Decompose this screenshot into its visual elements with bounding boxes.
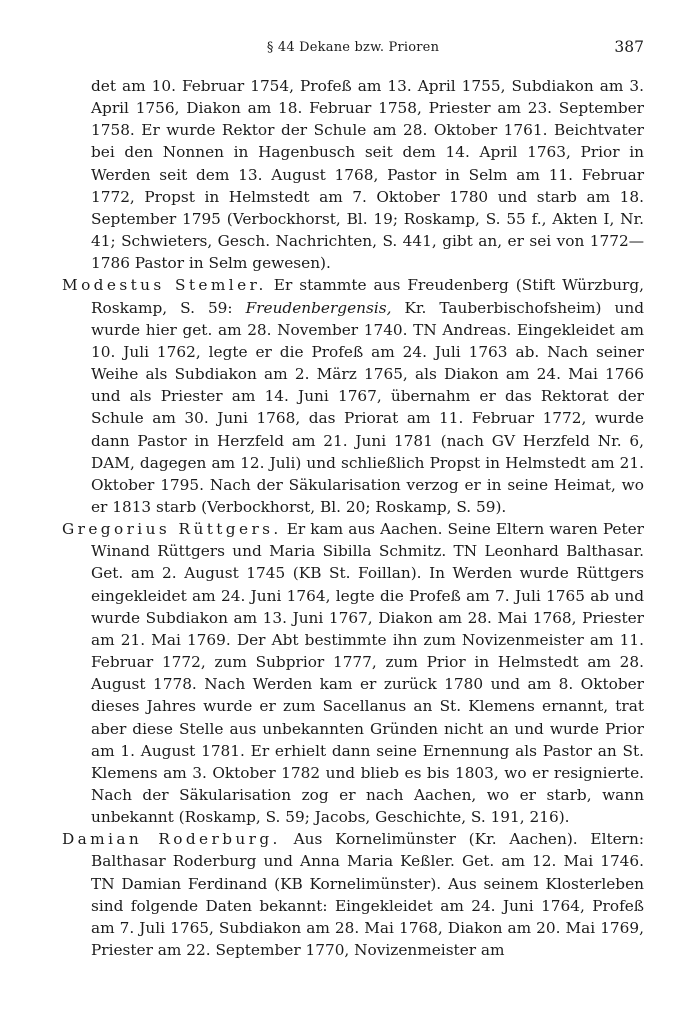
entry-text: Aus Kornelimünster (Kr. Aachen). Eltern: Balthasar Roderburg und Anna Maria Keßler. Get. am 12. Mai 1746. TN Damian Ferdinand (KB Kornelimünster). Aus seinem Klosterleben sind folgende Daten bekannt: Eingekleidet am 24. Juni 1764, Profeß am 7. Juli 1765, Subdiakon am 28. Mai 1768, Diakon am 20. Mai 1769, Priester am 22. September 1770, Novizenmeister am — [91, 830, 644, 960]
entry-name: Gregorius Rüttgers. — [62, 520, 282, 539]
running-head — [62, 34, 644, 64]
running-title: § 44 Dekane bzw. Prioren — [266, 40, 440, 55]
entry-text: Er kam aus Aachen. Seine Eltern waren Peter Winand Rüttgers und Maria Sibilla Schmitz. TN Leonhard Balthasar. Get. am 2. August 1745 (KB St. Foillan). In Werden wurde Rüttgers eingekleidet am 24. Juni 1764, legte die Profeß am 7. Juli 1765 ab und wurde Subdiakon am 13. Juni 1767, Diakon am 28. Mai 1768, Priester am 21. Mai 1769. Der Abt bestimmte ihn zum Novizenmeister am 11. Februar 1772, zum Subprior 1777, zum Prior in Helmstedt am 28. August 1778. Nach Werden kam er zurück 1780 und am 8. Oktober dieses Jahres wurde er zum Sacellanus an St. Klemens ernannt, trat aber diese Stelle aus unbekannten Gründen nicht an und wurde Prior am 1. August 1781. Er erhielt dann seine Ernennung als Pastor an St. Klemens am 3. Oktober 1782 und blieb es bis 1803, wo er resignierte. Nach der Säkularisation zog er nach Aachen, wo er starb, wann unbekannt (Roskamp, S. 59; Jacobs, Geschichte, S. 191, 216). — [91, 520, 644, 827]
entry-name: Modestus Stemler. — [62, 276, 267, 295]
entry-italic-term: Freudenbergensis, — [245, 298, 392, 317]
entry-gregorius-ruettgers — [62, 518, 644, 828]
body-text — [62, 75, 644, 961]
entry-damian-roderburg — [62, 828, 644, 961]
page-number: 387 — [614, 38, 644, 56]
entry-text: Er stammte aus Freudenberg (Stift Würzburg, Roskamp, S. 59: — [91, 276, 645, 317]
entry-text: det am 10. Februar 1754, Profeß am 13. April 1755, Subdiakon am 3. April 1756, Diakon am 18. Februar 1758, Priester am 23. September 1758. Er wurde Rektor der Schule am 28. Oktober 1761. Beichtvater bei den Nonnen in Hagenbusch seit dem 14. April 1763, Prior in Werden seit dem 13. August 1768, Pastor in Selm am 11. Februar 1772, Propst in Helmstedt am 7. Oktober 1780 und starb am 18. September 1795 (Verbockhorst, Bl. 19; Roskamp, S. 55 f., Akten I, Nr. 41; Schwieters, Gesch. Nachrichten, S. 441, gibt an, er sei von 1772—1786 Pastor in Selm gewesen). — [91, 77, 644, 273]
entry-text-continued: Kr. Tauberbischofsheim) und wurde hier get. am 28. November 1740. TN Andreas. Eingekleidet am 10. Juli 1762, legte er die Profeß am 24. Juli 1763 ab. Nach seiner Weihe als Subdiakon am 2. März 1765, als Diakon am 24. Mai 1766 und als Priester am 14. Juni 1767, übernahm er das Rektorat der Schule am 30. Juni 1768, das Priorat am 11. Februar 1772, wurde dann Pastor in Herzfeld am 21. Juni 1781 (nach GV Herzfeld Nr. 6, DAM, dagegen am 12. Juli) und schließlich Propst in Helmstedt am 21. Oktober 1795. Nach der Säkularisation verzog er in seine Heimat, wo er 1813 starb (Verbockhorst, Bl. 20; Roskamp, S. 59). — [91, 298, 644, 516]
entry-continuation — [62, 75, 644, 274]
entry-name: Damian Roderburg. — [62, 830, 281, 849]
entry-modestus-stemler — [62, 274, 644, 518]
